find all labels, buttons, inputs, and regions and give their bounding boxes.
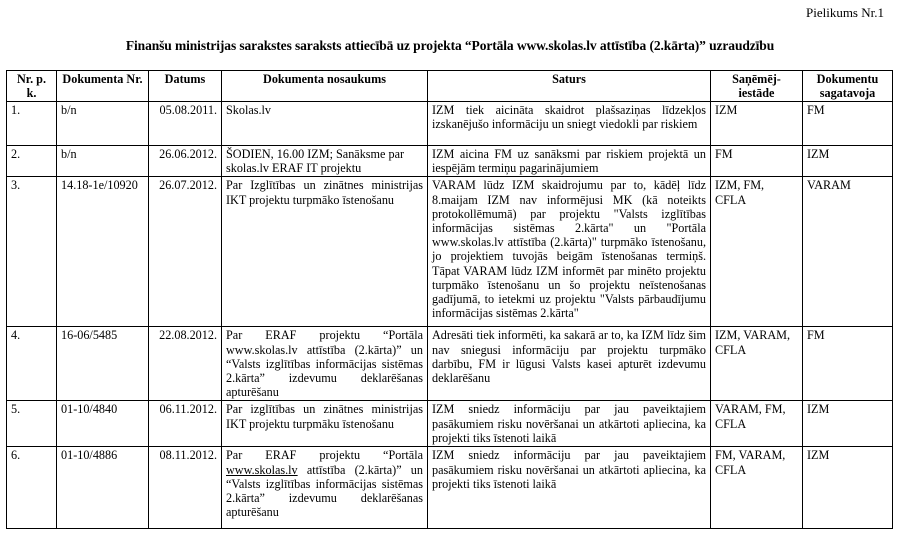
table-row	[7, 447, 893, 529]
cell-recipient: FM	[711, 146, 803, 177]
cell-recipient: VARAM, FM, CFLA	[711, 401, 803, 447]
cell-prepared-by: FM	[803, 327, 893, 401]
cell-recipient: FM, VARAM, CFLA	[711, 447, 803, 529]
cell-document-number: b/n	[57, 102, 149, 146]
cell-date: 26.07.2012.	[149, 177, 222, 327]
name-text-after-link: attīstība (2.kārta)” un “Valsts izglītības informācijas sistēmas 2.kārta” izdevumu deklarēšanas apturēšanu	[226, 462, 423, 520]
table-row	[7, 102, 893, 146]
header-content: Saturs	[428, 71, 711, 102]
cell-prepared-by: IZM	[803, 401, 893, 447]
cell-prepared-by: VARAM	[803, 177, 893, 327]
skolas-link[interactable]: www.skolas.lv	[226, 462, 298, 477]
cell-date: 26.06.2012.	[149, 146, 222, 177]
header-number: Nr. p. k.	[7, 71, 57, 102]
cell-number: 2.	[7, 146, 57, 177]
cell-content: IZM sniedz informāciju par jau paveiktajiem pasākumiem risku novēršanai un atkārtoti apliecina, ka projekti tiks īstenoti laikā	[428, 447, 711, 529]
cell-number: 3.	[7, 177, 57, 327]
cell-number: 6.	[7, 447, 57, 529]
cell-document-name: Par ERAF projektu “Portāla www.skolas.lv attīstība (2.kārta)” un “Valsts izglītības informācijas sistēmas 2.kārta” izdevumu deklarēšanas apturēšanu	[222, 327, 428, 401]
cell-prepared-by: IZM	[803, 447, 893, 529]
table-row	[7, 401, 893, 447]
cell-date: 06.11.2012.	[149, 401, 222, 447]
name-text-before-link: Par ERAF projektu “Portāla	[226, 448, 423, 463]
header-document-name: Dokumenta nosaukums	[222, 71, 428, 102]
cell-content: IZM sniedz informāciju par jau paveiktajiem pasākumiem risku novēršanai un atkārtoti apliecina, ka projekti tiks īstenoti laikā	[428, 401, 711, 447]
cell-document-number: 16-06/5485	[57, 327, 149, 401]
cell-prepared-by: IZM	[803, 146, 893, 177]
cell-document-number: b/n	[57, 146, 149, 177]
header-prepared-by: Dokumentu sagatavoja	[803, 71, 893, 102]
header-document-number: Dokumenta Nr.	[57, 71, 149, 102]
correspondence-table	[6, 70, 893, 529]
header-date: Datums	[149, 71, 222, 102]
cell-date: 05.08.2011.	[149, 102, 222, 146]
cell-document-number: 14.18-1e/10920	[57, 177, 149, 327]
cell-date: 22.08.2012.	[149, 327, 222, 401]
cell-prepared-by: FM	[803, 102, 893, 146]
cell-number: 1.	[7, 102, 57, 146]
table-header-row	[7, 71, 893, 102]
cell-document-name: Skolas.lv	[222, 102, 428, 146]
header-recipient: Saņēmēj-iestāde	[711, 71, 803, 102]
table-row	[7, 146, 893, 177]
table-row	[7, 177, 893, 327]
appendix-label: Pielikums Nr.1	[805, 5, 884, 20]
cell-document-number: 01-10/4886	[57, 447, 149, 529]
cell-number: 5.	[7, 401, 57, 447]
cell-content: IZM aicina FM uz sanāksmi par riskiem projektā un iespējām termiņu pagarinājumiem	[428, 146, 711, 177]
cell-document-number: 01-10/4840	[57, 401, 149, 447]
cell-document-name: Par izglītības un zinātnes ministrijas IKT projektu turpmāku īstenošanu	[222, 401, 428, 447]
cell-content: Adresāti tiek informēti, ka sakarā ar to, ka IZM līdz šim nav sniegusi informāciju par projektu turpmāko darbību, FM ir lūgusi Valsts kasei apturēt izdevumu deklarēšanu	[428, 327, 711, 401]
cell-content: VARAM lūdz IZM skaidrojumu par to, kādēļ līdz 8.maijam IZM nav informējusi MK (kā noteikts protokollēmumā) par projektu "Valsts izglītības informācijas sistēmas 2.kārta" un "Portāla www.skolas.lv attīstība (2.kārta)" turpmāko īstenošanu, jo projektiem tuvojās beigām īstenošanas termiņš. Tāpat VARAM lūdz IZM informēt par minēto projektu turpmāko īstenošanu un šo projektu neīstenošanas gadījumā, to ietekmi uz projektu "Valsts pārbaudījumu informācijas sistēmas 2.kārta"	[428, 177, 711, 327]
cell-recipient: IZM, FM, CFLA	[711, 177, 803, 327]
cell-recipient: IZM, VARAM, CFLA	[711, 327, 803, 401]
cell-date: 08.11.2012.	[149, 447, 222, 529]
cell-document-name	[222, 447, 428, 529]
cell-document-name: ŠODIEN, 16.00 IZM; Sanāksme par skolas.lv ERAF IT projektu	[222, 146, 428, 177]
document-title: Finanšu ministrijas sarakstes saraksts attiecībā uz projekta “Portāla www.skolas.lv attīstība (2.kārta)” uzraudzību	[125, 38, 775, 53]
cell-content: IZM tiek aicināta skaidrot plašsaziņas līdzekļos izskanējušo informāciju un sniegt viedokli par riskiem	[428, 102, 711, 146]
cell-recipient: IZM	[711, 102, 803, 146]
table-row	[7, 327, 893, 401]
cell-number: 4.	[7, 327, 57, 401]
cell-document-name: Par Izglītības un zinātnes ministrijas IKT projektu turpmāko īstenošanu	[222, 177, 428, 327]
